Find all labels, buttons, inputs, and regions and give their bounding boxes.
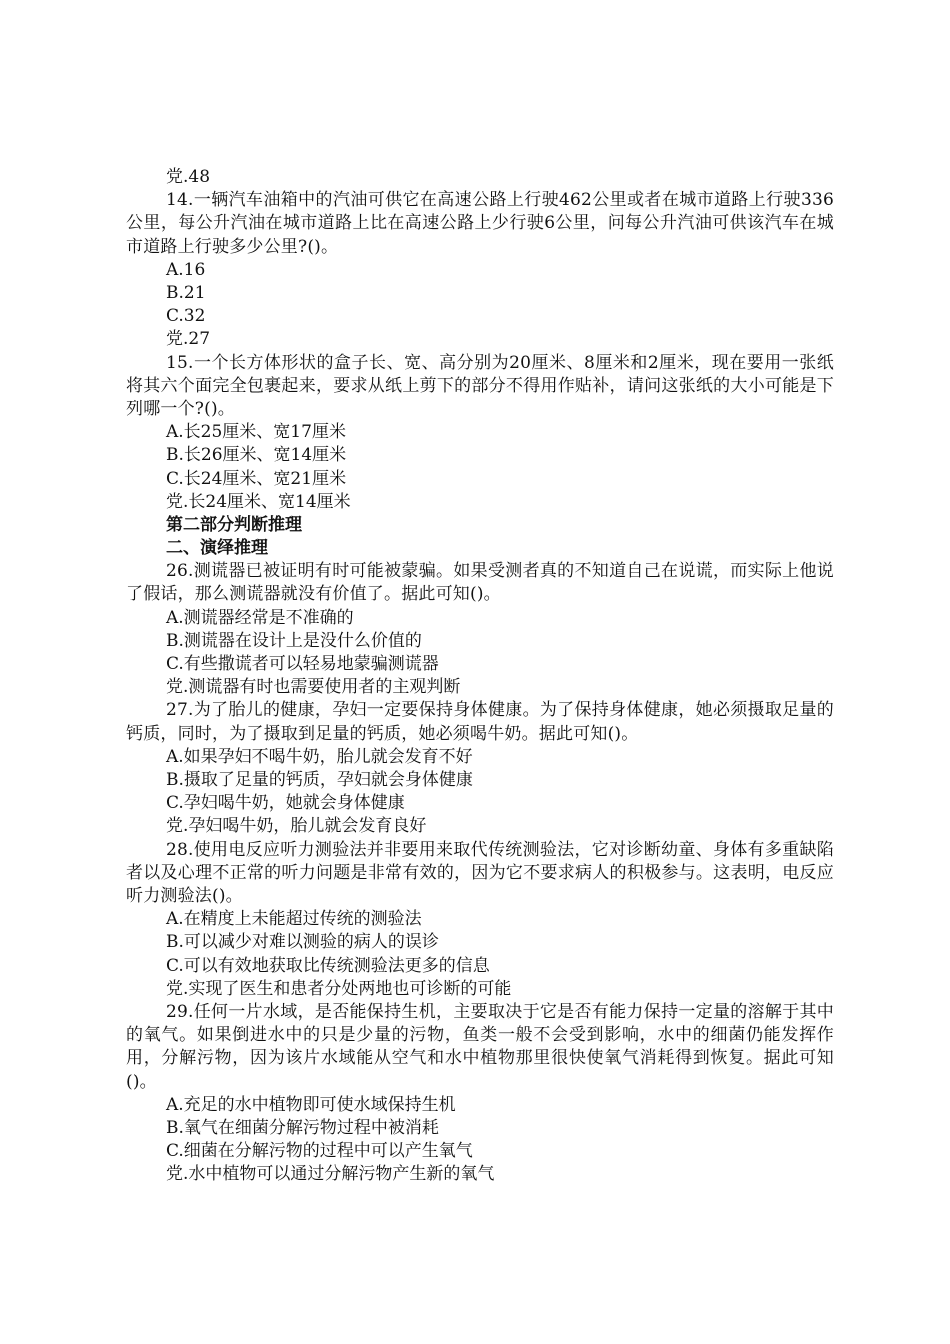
q26-option-b: B.测谎器在设计上是没什么价值的 bbox=[166, 630, 422, 651]
q15-option-b: B.长26厘米、宽14厘米 bbox=[166, 445, 347, 466]
q28-option-d: 党.实现了医生和患者分处两地也可诊断的可能 bbox=[166, 978, 512, 999]
q27-stem: 27.为了胎儿的健康，孕妇一定要保持身体健康。为了保持身体健康，她必须摄取足量的钙质，同时，为了摄取到足量的钙质，她必须喝牛奶。据此可知()。 bbox=[126, 700, 834, 744]
q15-stem: 15.一个长方体形状的盒子长、宽、高分别为20厘米、8厘米和2厘米，现在要用一张纸将其六个面完全包裹起来，要求从纸上剪下的部分不得用作贴补，请问这张纸的大小可能是下列哪一个?()。 bbox=[126, 352, 834, 419]
q29-option-b: B.氧气在细菌分解污物过程中被消耗 bbox=[166, 1117, 439, 1138]
q28-option-b: B.可以减少对难以测验的病人的误诊 bbox=[166, 932, 439, 953]
q13-option-d: 党.48 bbox=[166, 167, 211, 187]
q14-option-b: B.21 bbox=[166, 282, 206, 303]
q26-option-a: A.测谎器经常是不准确的 bbox=[166, 607, 354, 628]
q14-stem: 14.一辆汽车油箱中的汽油可供它在高速公路上行驶462公里或者在城市道路上行驶336公里，每公升汽油在城市道路上比在高速公路上少行驶6公里，问每公升汽油可供该汽车在城市道路上行驶多少公里?()。 bbox=[126, 190, 834, 257]
q14-option-a: A.16 bbox=[166, 259, 206, 280]
q26-option-d: 党.测谎器有时也需要使用者的主观判断 bbox=[166, 677, 461, 698]
q26-stem: 26.测谎器已被证明有时可能被蒙骗。如果受测者真的不知道自己在说谎，而实际上他说了假话，那么测谎器就没有价值了。据此可知()。 bbox=[126, 561, 834, 605]
part-title: 第二部分判断推理 bbox=[166, 514, 302, 535]
q28-option-a: A.在精度上未能超过传统的测验法 bbox=[166, 909, 422, 930]
q27-option-c: C.孕妇喝牛奶，她就会身体健康 bbox=[166, 793, 405, 814]
document-page bbox=[126, 166, 834, 1187]
q27-option-b: B.摄取了足量的钙质，孕妇就会身体健康 bbox=[166, 770, 473, 791]
q14-option-d: 党.27 bbox=[166, 329, 211, 350]
q15-option-d: 党.长24厘米、宽14厘米 bbox=[166, 491, 351, 512]
q15-option-a: A.长25厘米、宽17厘米 bbox=[166, 422, 346, 443]
q15-option-c: C.长24厘米、宽21厘米 bbox=[166, 468, 347, 489]
q26-option-c: C.有些撒谎者可以轻易地蒙骗测谎器 bbox=[166, 654, 439, 675]
q29-option-c: C.细菌在分解污物的过程中可以产生氧气 bbox=[166, 1141, 473, 1162]
q29-option-d: 党.水中植物可以通过分解污物产生新的氧气 bbox=[166, 1164, 495, 1185]
q27-option-a: A.如果孕妇不喝牛奶，胎儿就会发育不好 bbox=[166, 746, 473, 767]
subsection-title: 二、演绎推理 bbox=[166, 538, 268, 559]
q29-option-a: A.充足的水中植物即可使水域保持生机 bbox=[166, 1094, 456, 1115]
q29-stem: 29.任何一片水域，是否能保持生机，主要取决于它是否有能力保持一定量的溶解于其中的氧气。如果倒进水中的只是少量的污物，鱼类一般不会受到影响，水中的细菌仍能发挥作用，分解污物，因为该片水域能从空气和水中植物那里很快使氧气消耗得到恢复。据此可知()。 bbox=[126, 1001, 834, 1092]
q27-option-d: 党.孕妇喝牛奶，胎儿就会发育良好 bbox=[166, 816, 427, 837]
q14-option-c: C.32 bbox=[166, 306, 206, 327]
q28-option-c: C.可以有效地获取比传统测验法更多的信息 bbox=[166, 955, 490, 976]
q28-stem: 28.使用电反应听力测验法并非要用来取代传统测验法，它对诊断幼童、身体有多重缺陷者以及心理不正常的听力问题是非常有效的，因为它不要求病人的积极参与。这表明，电反应听力测验法()。 bbox=[126, 839, 834, 906]
